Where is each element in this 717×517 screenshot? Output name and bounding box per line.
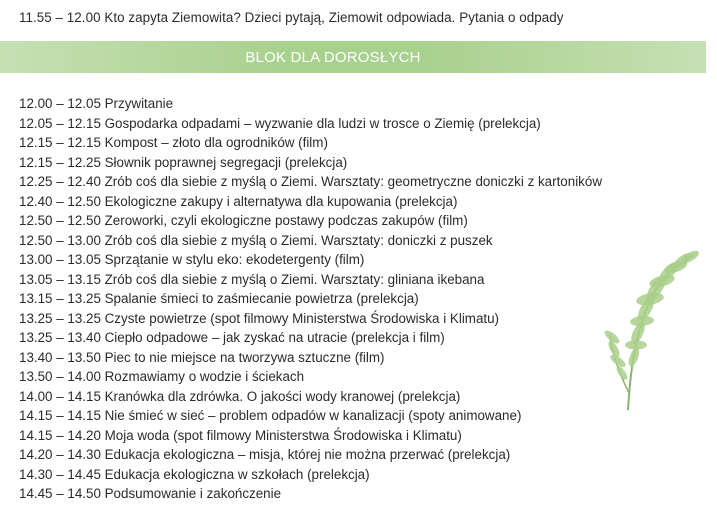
schedule-item: 13.15 – 13.25 Spalanie śmieci to zaśmiecanie powietrza (prelekcja)	[19, 291, 419, 306]
schedule-item: 12.50 – 13.00 Zrób coś dla siebie z myślą o Ziemi. Warsztaty: doniczki z puszek	[19, 232, 493, 248]
schedule-item: 14.15 – 14.20 Moja woda (spot filmowy Ministerstwa Środowiska i Klimatu)	[19, 427, 462, 443]
schedule-item: 12.40 – 12.50 Ekologiczne zakupy i alternatywa dla kupowania (prelekcja)	[19, 193, 458, 209]
schedule-item: 12.05 – 12.15 Gospodarka odpadami – wyzwanie dla ludzi w trosce o Ziemię (prelekcja)	[19, 115, 541, 131]
intro-item: 11.55 – 12.00 Kto zapyta Ziemowita? Dzieci pytają, Ziemowit odpowiada. Pytania o odpady	[19, 10, 564, 25]
schedule-item: 14.15 – 14.15 Nie śmieć w sieć – problem odpadów w kanalizacji (spoty animowane)	[19, 408, 522, 423]
schedule-item: 13.50 – 14.00 Rozmawiamy o wodzie i ściekach	[19, 369, 305, 384]
section-title: BLOK DLA DOROSŁYCH	[245, 48, 421, 66]
schedule-item: 14.45 – 14.50 Podsumowanie i zakończenie	[19, 486, 282, 501]
section-banner	[0, 41, 706, 73]
fern-leaves	[603, 248, 700, 410]
fern-plant-icon	[590, 245, 700, 415]
schedule-item: 14.00 – 14.15 Kranówka dla zdrówka. O jakości wody kranowej (prelekcja)	[19, 388, 461, 404]
schedule-item: 12.00 – 12.05 Przywitanie	[19, 96, 174, 111]
schedule-item: 12.15 – 12.15 Kompost – złoto dla ogrodników (film)	[19, 135, 328, 150]
schedule-item: 13.00 – 13.05 Sprzątanie w stylu eko: ekodetergenty (film)	[19, 252, 365, 267]
schedule-item: 13.40 – 13.50 Piec to nie miejsce na tworzywa sztuczne (film)	[19, 349, 385, 365]
schedule-item: 12.50 – 12.50 Zeroworki, czyli ekologiczne postawy podczas zakupów (film)	[19, 213, 468, 228]
schedule-list	[19, 94, 602, 504]
schedule-item: 13.25 – 13.40 Ciepło odpadowe – jak zyskać na utracie (prelekcja i film)	[19, 330, 445, 345]
schedule-item: 14.20 – 14.30 Edukacja ekologiczna – misja, której nie można przerwać (prelekcja)	[19, 447, 511, 462]
schedule-item: 14.30 – 14.45 Edukacja ekologiczna w szkołach (prelekcja)	[19, 466, 370, 482]
schedule-item: 13.25 – 13.25 Czyste powietrze (spot filmowy Ministerstwa Środowiska i Klimatu)	[19, 310, 500, 326]
schedule-item: 13.05 – 13.15 Zrób coś dla siebie z myślą o Ziemi. Warsztaty: gliniana ikebana	[19, 271, 485, 287]
schedule-item: 12.25 – 12.40 Zrób coś dla siebie z myślą o Ziemi. Warsztaty: geometryczne doniczki z kartoników	[19, 174, 602, 189]
schedule-item: 12.15 – 12.25 Słownik poprawnej segregacji (prelekcja)	[19, 154, 348, 170]
